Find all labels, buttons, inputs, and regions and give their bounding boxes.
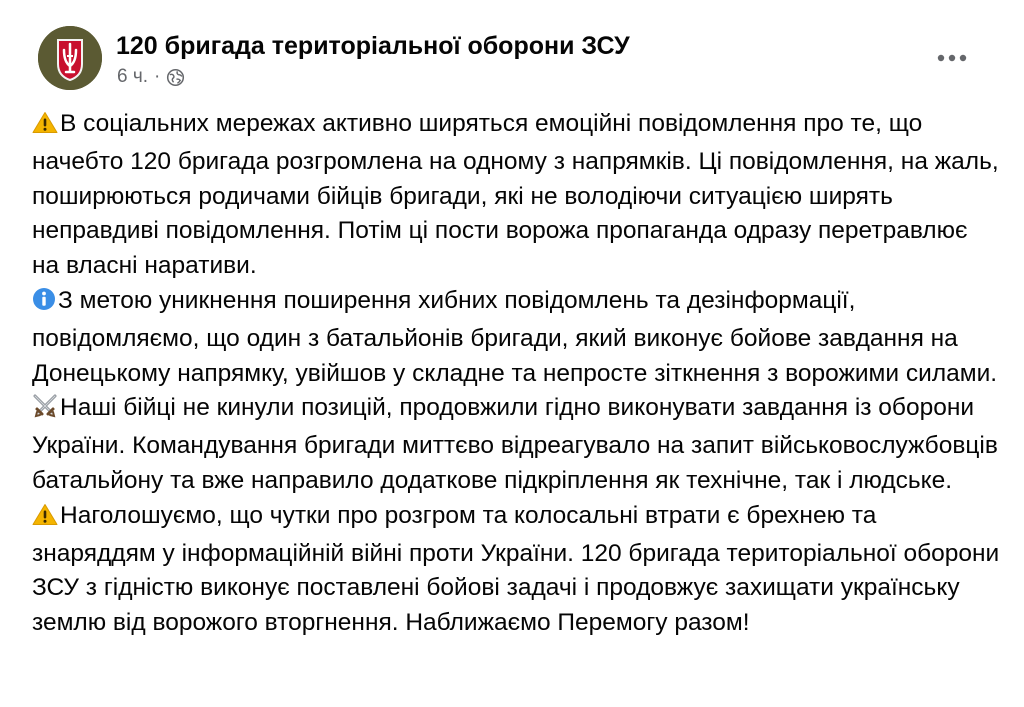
post-paragraph-3 xyxy=(32,499,1000,641)
paragraph-text: З метою уникнення поширення хибних повідомлень та дезінформації, повідомляємо, що один з батальйонів бригади, який виконує бойове завдання на Донецькому напрямку, увійшов у складне та непросте зіткнення з ворожими силами. xyxy=(32,286,998,387)
crossed-swords-icon xyxy=(32,394,58,429)
brigade-emblem-icon xyxy=(38,26,102,90)
page-avatar[interactable] xyxy=(38,26,102,90)
paragraph-text: В соціальних мережах активно ширяться емоційні повідомлення про те, що начебто 120 бригада розгромлена на одному з напрямків. Ці повідомлення, на жаль, поширюються родичами бійців бригади, які не володіючи ситуацією ширять неправдиві повідомлення. Потім ці пости ворожа пропаганда одразу перетравлює на власні наративи. xyxy=(32,110,999,280)
warning-icon xyxy=(32,110,58,145)
globe-icon[interactable] xyxy=(166,68,185,87)
page-name-link[interactable]: 120 бригада територіальної оборони ЗСУ xyxy=(116,32,630,60)
paragraph-text: Наші бійці не кинули позицій, продовжили гідно виконувати завдання із оборони України. Командування бригади миттєво відреагувало на запит військовослужбовців батальйону та вже направило додаткове підкріплення як технічне, так і людське. xyxy=(32,394,998,494)
post-text xyxy=(32,107,1000,641)
more-options-button[interactable] xyxy=(932,38,972,78)
post-timestamp[interactable]: 6 ч. xyxy=(117,66,149,87)
more-options-icon xyxy=(937,54,967,62)
paragraph-text: Наголошуємо, що чутки про розгром та колосальні втрати є брехнею та знаряддям у інформаційній війні проти України. 120 бригада територіальної оборони ЗСУ з гідністю виконує поставлені бойові задачі і продовжує захищати українську землю від ворожого вторгнення. Наближаємо Перемогу разом! xyxy=(32,501,1000,637)
meta-separator: · xyxy=(154,66,161,87)
post-paragraph-2 xyxy=(32,284,1000,499)
post-paragraph-1 xyxy=(32,107,1000,284)
warning-icon xyxy=(32,502,58,537)
post-meta xyxy=(117,66,185,88)
post-header xyxy=(30,22,994,102)
info-icon xyxy=(32,287,56,322)
